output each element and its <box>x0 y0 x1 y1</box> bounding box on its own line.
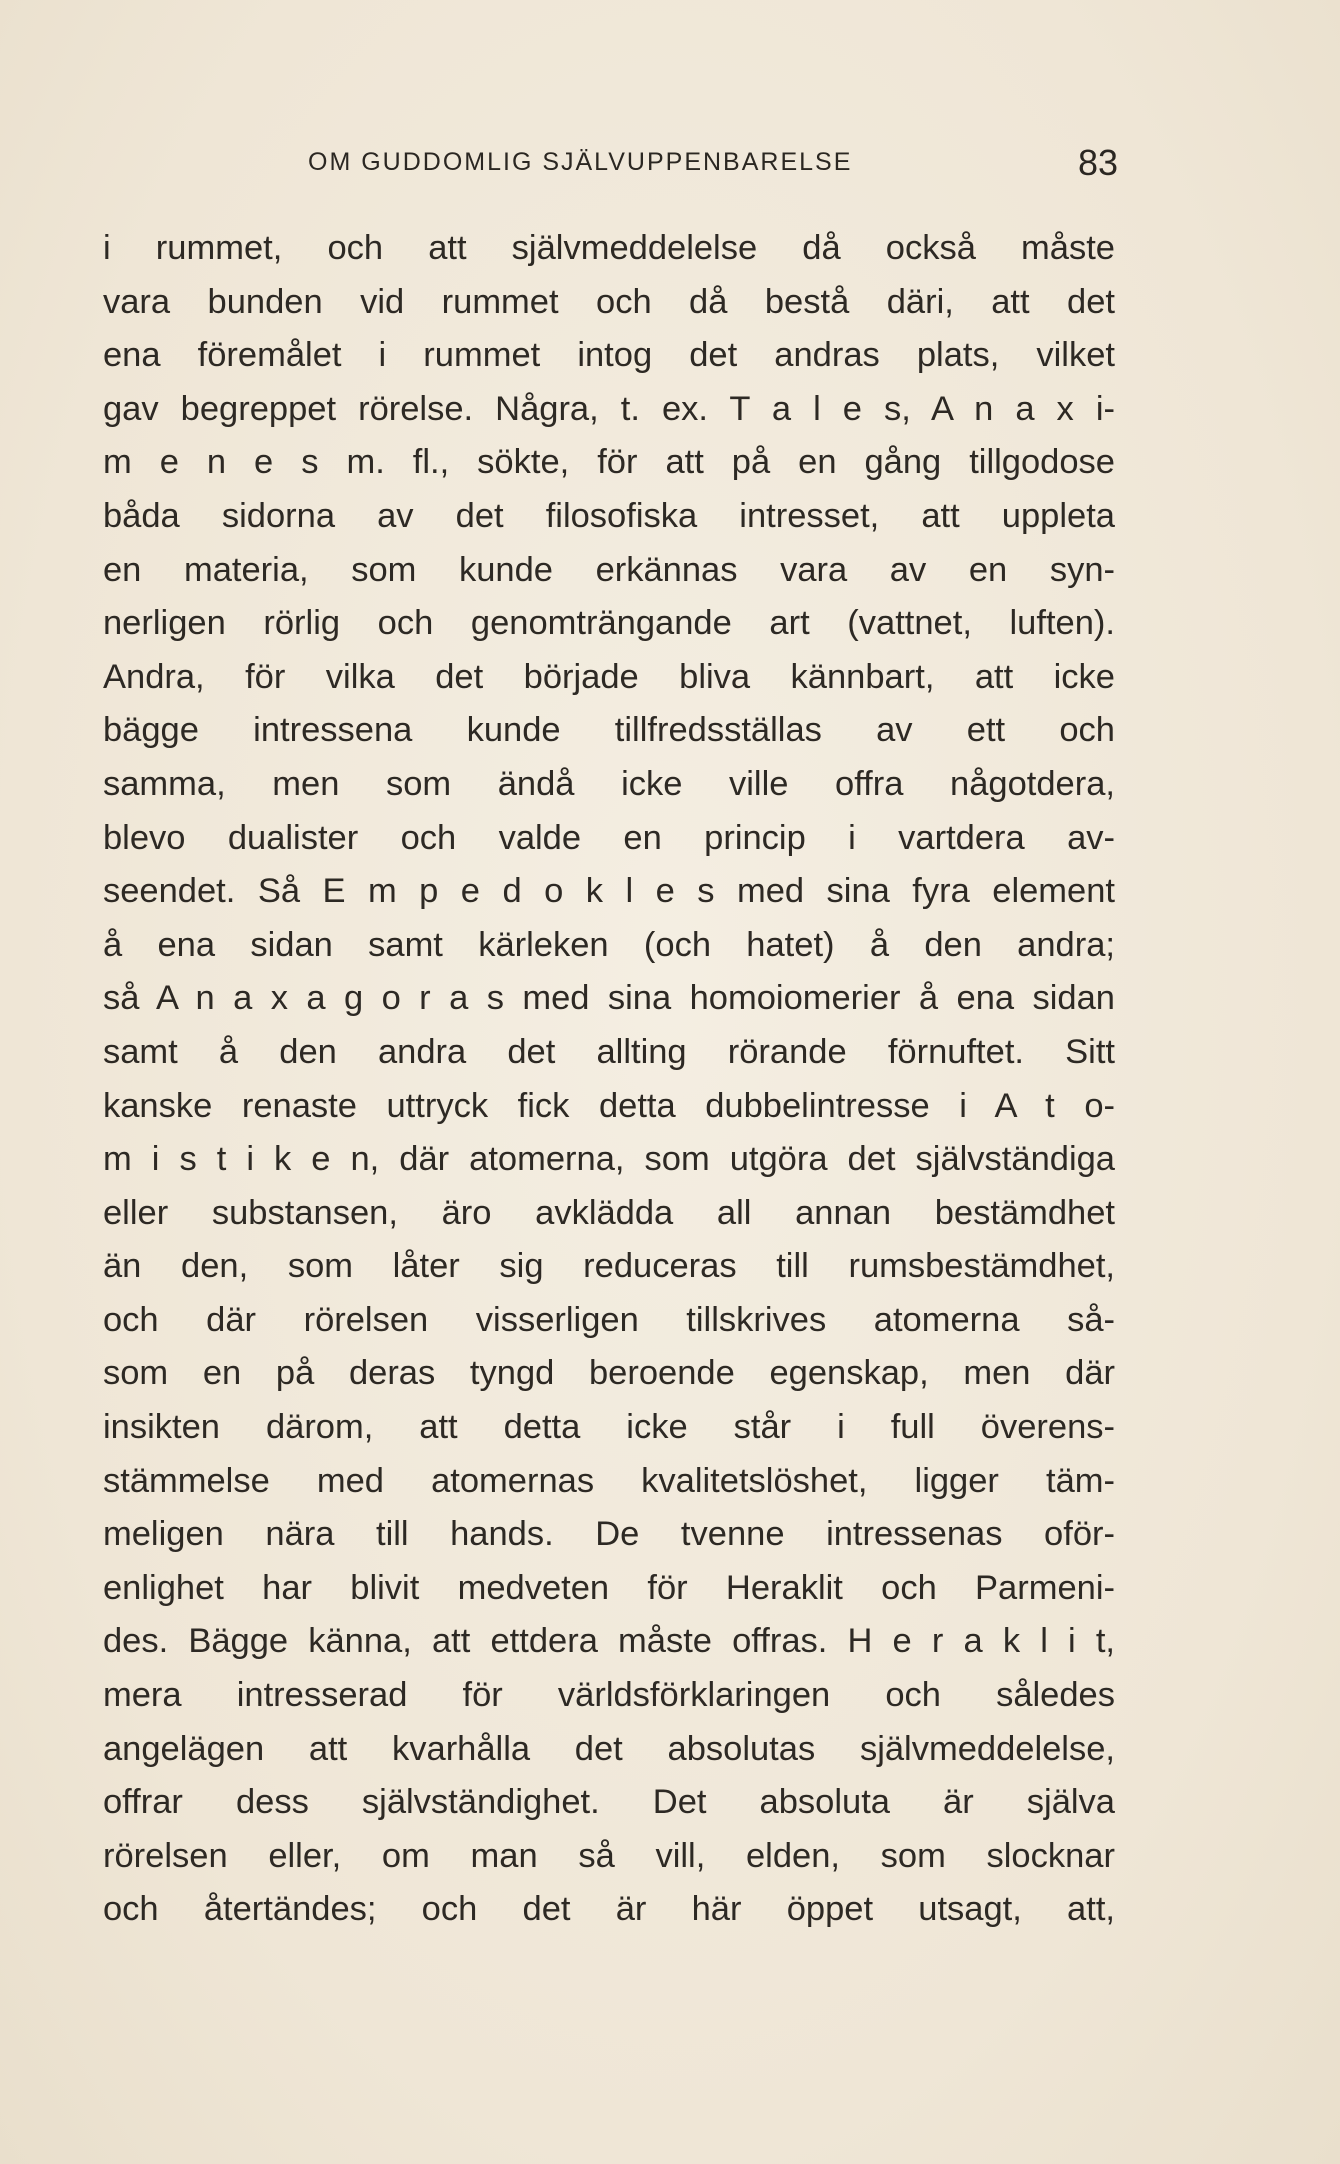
text-line: stämmelse med atomernas kvalitetslöshet, ligger täm- <box>103 1461 1115 1500</box>
text-line: en materia, som kunde erkännas vara av en syn- <box>103 550 1115 589</box>
text-line: och där rörelsen visserligen tillskrives atomerna så- <box>103 1300 1115 1339</box>
text-line: m i s t i k e n, där atomerna, som utgöra det självständiga <box>103 1140 1115 1179</box>
text-line: än den, som låter sig reduceras till rumsbestämdhet, <box>103 1247 1115 1286</box>
text-line: eller substansen, äro avklädda all annan bestämdhet <box>103 1193 1115 1232</box>
text-line: å ena sidan samt kärleken (och hatet) å den andra; <box>103 925 1115 964</box>
text-line: enlighet har blivit medveten för Heraklit och Parmeni- <box>103 1568 1115 1607</box>
text-line: angelägen att kvarhålla det absolutas självmeddelelse, <box>103 1729 1115 1768</box>
text-line: mera intresserad för världsförklaringen och således <box>103 1676 1115 1715</box>
text-line: insikten därom, att detta icke står i full överens- <box>103 1408 1115 1447</box>
text-line: kanske renaste uttryck fick detta dubbelintresse i A t o- <box>103 1086 1115 1125</box>
text-line: och återtändes; och det är här öppet utsagt, att, <box>103 1890 1115 1929</box>
text-line: i rummet, och att självmeddelelse då också måste <box>103 229 1115 267</box>
page-number: 83 <box>1078 142 1119 183</box>
text-line: så A n a x a g o r a s med sina homoiomerier å ena sidan <box>103 979 1115 1018</box>
text-line: ena föremålet i rummet intog det andras plats, vilket <box>103 336 1115 375</box>
text-line: båda sidorna av det filosofiska intresset, att uppleta <box>103 496 1115 535</box>
text-line: rörelsen eller, om man så vill, elden, som slocknar <box>103 1836 1115 1875</box>
text-line: blevo dualister och valde en princip i vartdera av- <box>103 818 1115 857</box>
text-line: meligen nära till hands. De tvenne intressenas oför- <box>103 1515 1115 1554</box>
text-line: offrar dess självständighet. Det absoluta är själva <box>103 1783 1115 1822</box>
text-line: des. Bägge känna, att ettdera måste offras. H e r a k l i t, <box>103 1622 1115 1661</box>
text-line: som en på deras tyngd beroende egenskap, men där <box>103 1354 1115 1393</box>
text-line: nerligen rörlig och genomträngande art (vattnet, luften). <box>103 604 1115 643</box>
text-line: seendet. Så E m p e d o k l e s med sina fyra element <box>103 872 1115 911</box>
body-text <box>103 222 1115 1937</box>
running-title: OM GUDDOMLIG SJÄLVUPPENBARELSE <box>308 148 853 176</box>
text-line: bägge intressena kunde tillfredsställas av ett och <box>103 711 1115 750</box>
text-line: samma, men som ändå icke ville offra någotdera, <box>103 764 1115 803</box>
text-line: Andra, för vilka det började bliva kännbart, att icke <box>103 657 1115 696</box>
text-line: vara bunden vid rummet och då bestå däri, att det <box>103 282 1115 321</box>
text-line: samt å den andra det allting rörande förnuftet. Sitt <box>103 1032 1115 1071</box>
text-line: m e n e s m. fl., sökte, för att på en gång tillgodose <box>103 443 1115 482</box>
text-line: gav begreppet rörelse. Några, t. ex. T a l e s, A n a x i- <box>103 389 1115 428</box>
